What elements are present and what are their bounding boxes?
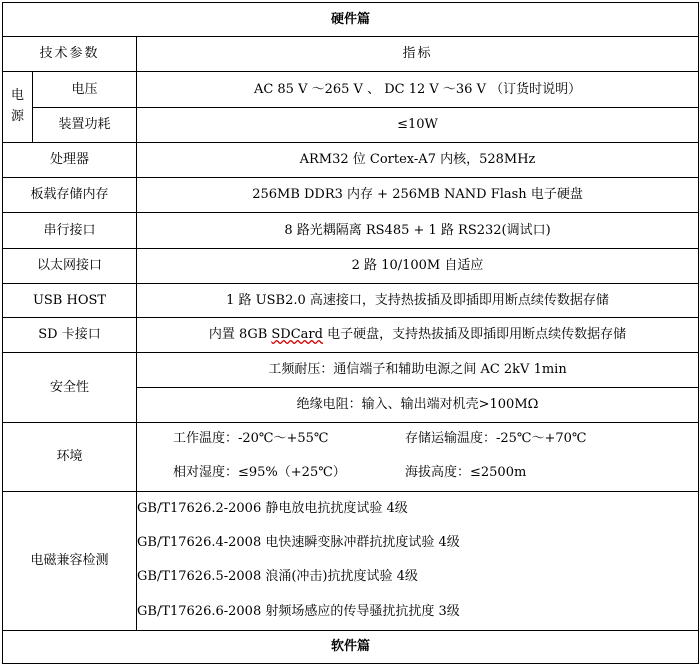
humidity: 相对湿度：≤95%（+25℃）: [173, 465, 346, 481]
environment-line-2: [137, 456, 699, 492]
power-group-char-2: 源: [10, 109, 24, 124]
consumption-label: 装置功耗: [33, 108, 137, 143]
safety-line-1: 工频耐压：通信端子和辅助电源之间 AC 2kV 1min: [137, 353, 699, 388]
voltage-label: 电压: [33, 72, 137, 108]
sd-value-pre: 内置 8GB: [208, 327, 272, 343]
ethernet-value: 2 路 10/100M 自适应: [137, 249, 699, 284]
table-header-row: [3, 37, 699, 72]
emc-line-4: GB/T17626.6-2008 射频场感应的传导骚扰抗扰度 3级: [137, 595, 699, 631]
processor-value: ARM32 位 Cortex-A7 内核，528MHz: [137, 143, 699, 178]
store-temp: 存储运输温度：-25℃～+70℃: [405, 431, 587, 447]
sd-value-post: 电子硬盘，支持热拔插及即插即用断点续传数据存储: [322, 327, 627, 343]
sd-row: [3, 318, 699, 353]
environment-line-1: [137, 423, 699, 456]
power-group-char-1: 电: [10, 88, 24, 104]
ethernet-label: 以太网接口: [3, 249, 137, 284]
usb-label: USB HOST: [3, 284, 137, 318]
hardware-spec-table: [2, 2, 699, 664]
processor-label: 处理器: [3, 143, 137, 178]
software-title: 软件篇: [3, 631, 699, 664]
emc-label: 电磁兼容检测: [3, 492, 137, 631]
processor-row: [3, 143, 699, 178]
emc-row-1: [3, 492, 699, 526]
voltage-value: AC 85 V ～265 V 、 DC 12 V ～36 V （订货时说明）: [137, 72, 699, 108]
emc-line-2: GB/T17626.4-2008 电快速瞬变脉冲群抗扰度试验 4级: [137, 526, 699, 560]
sd-value: [137, 318, 699, 353]
storage-label: 板载存储内存: [3, 178, 137, 213]
safety-line-2: 绝缘电阻：输入、输出端对机壳>100MΩ: [137, 388, 699, 423]
emc-line-1: GB/T17626.2-2006 静电放电抗扰度试验 4级: [137, 492, 699, 526]
serial-label: 串行接口: [3, 213, 137, 249]
usb-row: [3, 284, 699, 318]
sd-label: SD 卡接口: [3, 318, 137, 353]
power-consumption-row: [3, 108, 699, 143]
power-voltage-row: [3, 72, 699, 108]
serial-value: 8 路光耦隔离 RS485 + 1 路 RS232(调试口): [137, 213, 699, 249]
power-group-label: [3, 72, 33, 143]
emc-line-3: GB/T17626.5-2008 浪涌(冲击)抗扰度试验 4级: [137, 560, 699, 595]
environment-row-1: [3, 423, 699, 456]
safety-label: 安全性: [3, 353, 137, 423]
hardware-title: 硬件篇: [3, 3, 699, 37]
sd-value-mark: SDCard: [271, 327, 323, 343]
param-header: 技术参数: [3, 37, 137, 72]
consumption-value: ≤10W: [137, 108, 699, 143]
op-temp: 工作温度：-20℃～+55℃: [173, 431, 329, 447]
hardware-title-row: [3, 3, 699, 37]
environment-label: 环境: [3, 423, 137, 492]
storage-row: [3, 178, 699, 213]
safety-row-1: [3, 353, 699, 388]
serial-row: [3, 213, 699, 249]
usb-value: 1 路 USB2.0 高速接口，支持热拔插及即插即用断点续传数据存储: [137, 284, 699, 318]
altitude: 海拔高度：≤2500m: [405, 465, 527, 481]
storage-value: 256MB DDR3 内存 + 256MB NAND Flash 电子硬盘: [137, 178, 699, 213]
ethernet-row: [3, 249, 699, 284]
spec-header: 指标: [137, 37, 699, 72]
software-title-row: [3, 631, 699, 664]
